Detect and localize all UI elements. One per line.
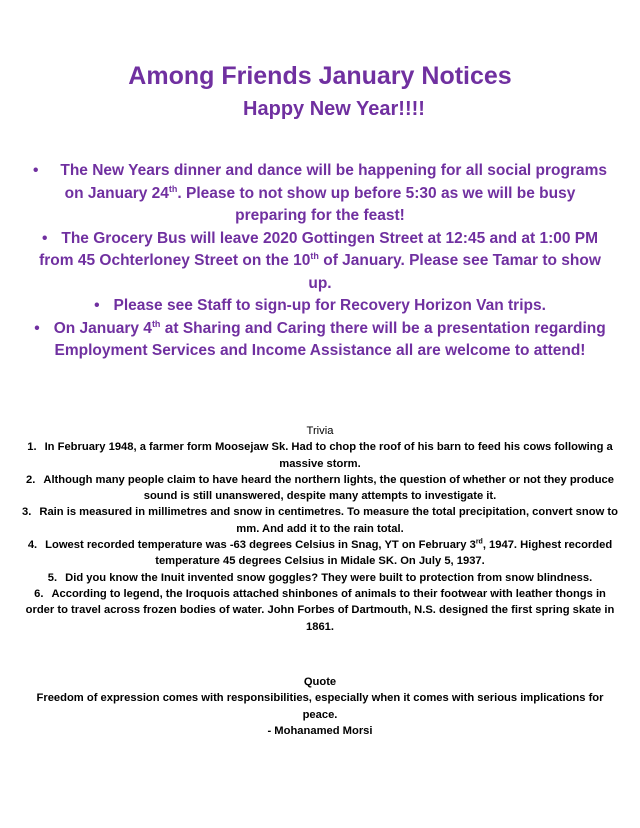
bullet-icon: • [94,297,100,314]
quote-heading: Quote [303,676,337,688]
notice-item [30,160,610,228]
page-title: Among Friends January Notices [128,62,512,90]
notice-item [30,228,610,296]
notice-text: The New Years dinner and dance will be happening for all social programs on January 24 [60,162,608,202]
quote-author: - Mohanamed Morsi [267,724,373,737]
trivia-item [20,586,620,635]
trivia-text: Did you know the Inuit invented snow goggles? They were built to protection from snow blindness. [65,571,593,584]
trivia-item [20,439,620,472]
notice-text-cont: at Sharing and Caring there will be a presentation regarding Employment Services and Income Assistance all are welcome to attend! [54,319,606,359]
trivia-section [20,423,620,635]
trivia-heading: Trivia [306,425,334,437]
trivia-number: 4. [27,539,38,552]
bullet-icon: • [41,229,48,247]
trivia-superscript: rd [475,538,483,546]
trivia-item [20,537,620,570]
trivia-number: 3. [22,506,32,519]
quote-section [20,674,620,739]
notice-superscript: th [168,183,178,194]
trivia-number: 1. [27,441,37,454]
notice-text-cont: . Please to not show up before 5:30 as we will be busy preparing for the feast! [177,184,576,224]
notice-item [30,318,610,363]
trivia-item [20,504,620,537]
notice-superscript: th [310,250,319,261]
trivia-text: In February 1948, a farmer form Moosejaw Sk. Had to chop the roof of his barn to feed his cows following a massive storm. [44,441,613,470]
page-subtitle: Happy New Year!!!! [243,98,425,120]
notice-text: Please see Staff to sign-up for Recovery Horizon Van trips. [113,297,546,314]
notice-item [30,295,610,318]
notices-list [30,160,610,363]
notice-text: On January 4 [53,319,152,337]
trivia-number: 5. [47,571,58,584]
trivia-text: Rain is measured in millimetres and snow in centimetres. To measure the total precipitation, convert snow to mm. And add it to the rain total. [39,506,618,535]
trivia-text: Lowest recorded temperature was -63 degrees Celsius in Snag, YT on February 3 [45,539,476,552]
notice-text: The Grocery Bus will leave 2020 Gottingen Street at 12:45 and at 1:00 PM from 45 Ochterloney Street on the 10 [39,229,599,269]
notice-superscript: th [151,318,161,329]
bullet-icon: • [34,319,40,337]
trivia-item [20,472,620,505]
notice-text-cont: of January. Please see Tamar to show up. [308,252,601,292]
trivia-number: 6. [34,587,44,600]
trivia-text: Although many people claim to have heard the northern lights, the question of whether or not they produce sound is still unanswered, despite many attempts to investigate it. [43,473,614,503]
trivia-number: 2. [26,473,36,486]
trivia-text: According to legend, the Iroquois attached shinbones of animals to their footwear with leather thongs in order to travel across frozen bodies of water. John Forbes of Dartmouth, N.S. designed the first spring skate in 1861. [25,587,615,633]
trivia-text-cont: , 1947. Highest recorded temperature 45 degrees Celsius in Midale SK. On July 5, 1937. [155,539,613,568]
bullet-icon: • [32,162,39,179]
quote-text: Freedom of expression comes with responsibilities, especially when it comes with serious implications for peace. [36,692,604,721]
trivia-item [20,570,620,586]
